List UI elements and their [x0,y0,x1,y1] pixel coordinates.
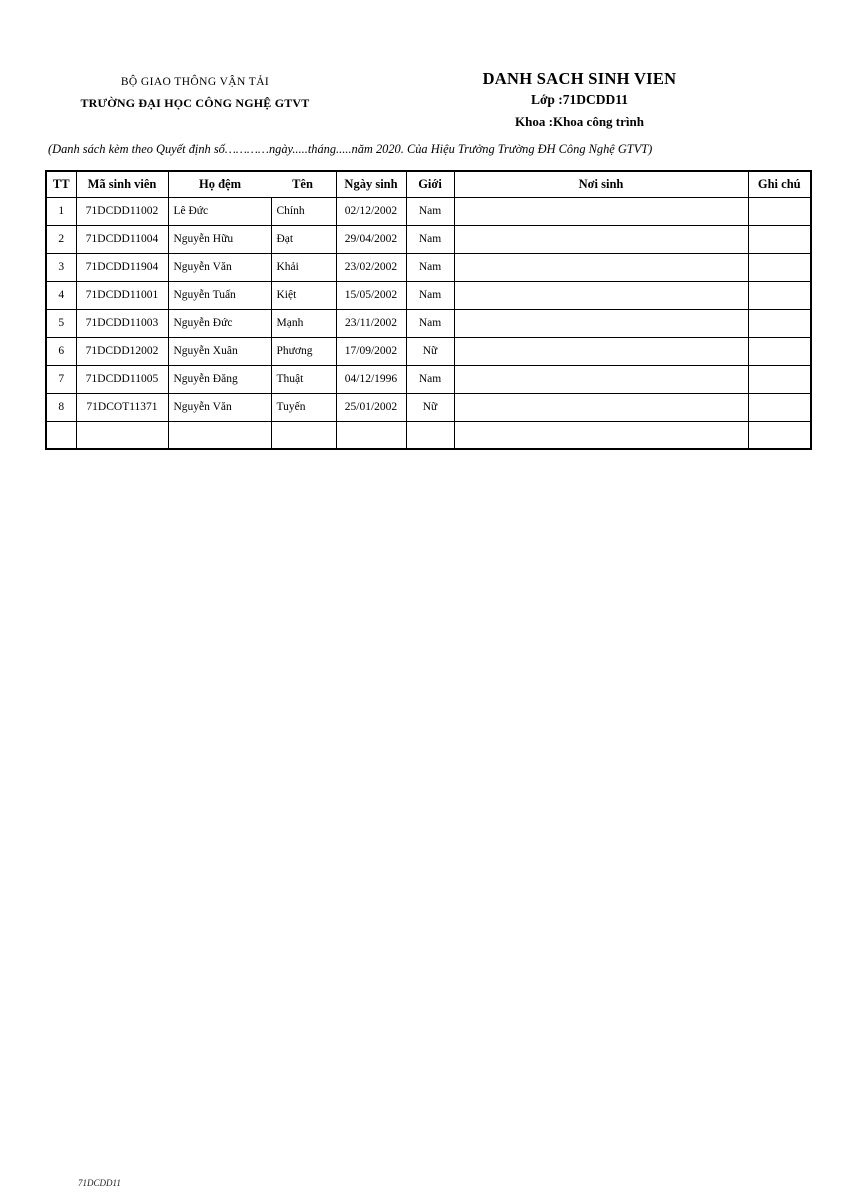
cell-dob: 29/04/2002 [336,225,406,253]
cell-tt: 5 [46,309,76,337]
table-row [46,281,811,309]
cell-last-name: Nguyễn Hữu [168,225,271,253]
cell-last-name: Nguyễn Đăng [168,365,271,393]
table-row [46,253,811,281]
page-footer: 71DCDD11 [78,1178,121,1188]
student-table [45,170,812,450]
cell-tt: 7 [46,365,76,393]
cell-birthplace [454,337,748,365]
cell-birthplace [454,253,748,281]
cell-student-id: 71DCDD11003 [76,309,168,337]
cell-first-name: Chính [271,197,336,225]
table-row [46,309,811,337]
cell-first-name: Khải [271,253,336,281]
table-header-row [46,171,811,197]
cell-first-name: Kiệt [271,281,336,309]
cell-gender [406,421,454,449]
cell-gender: Nữ [406,337,454,365]
cell-birthplace [454,309,748,337]
cell-gender: Nam [406,197,454,225]
cell-birthplace [454,225,748,253]
header-student-id: Mã sinh viên [76,171,168,197]
table-row [46,365,811,393]
cell-notes [748,253,811,281]
header-tt: TT [46,171,76,197]
cell-student-id: 71DCDD12002 [76,337,168,365]
cell-tt: 1 [46,197,76,225]
cell-student-id: 71DCDD11004 [76,225,168,253]
cell-first-name: Đạt [271,225,336,253]
cell-student-id: 71DCDD11005 [76,365,168,393]
header-last-name: Họ đệm [198,176,241,191]
cell-dob [336,421,406,449]
cell-student-id: 71DCDD11904 [76,253,168,281]
cell-student-id: 71DCOT11371 [76,393,168,421]
cell-gender: Nữ [406,393,454,421]
title-block [432,69,727,130]
cell-dob: 02/12/2002 [336,197,406,225]
cell-birthplace [454,393,748,421]
table-row [46,421,811,449]
class-line: Lớp :71DCDD11 [530,92,629,107]
cell-dob: 23/02/2002 [336,253,406,281]
cell-birthplace [454,421,748,449]
cell-last-name: Nguyễn Tuấn [168,281,271,309]
cell-gender: Nam [406,281,454,309]
cell-dob: 23/11/2002 [336,309,406,337]
cell-last-name: Lê Đức [168,197,271,225]
cell-tt: 3 [46,253,76,281]
cell-tt: 4 [46,281,76,309]
cell-student-id: 71DCDD11002 [76,197,168,225]
cell-notes [748,337,811,365]
cell-last-name [168,421,271,449]
cell-first-name: Phương [271,337,336,365]
cell-first-name: Tuyến [271,393,336,421]
cell-student-id: 71DCDD11001 [76,281,168,309]
cell-gender: Nam [406,253,454,281]
cell-notes [748,421,811,449]
cell-notes [748,197,811,225]
cell-student-id [76,421,168,449]
header-gender: Giới [406,171,454,197]
cell-tt: 6 [46,337,76,365]
cell-first-name [271,421,336,449]
cell-last-name: Nguyễn Văn [168,253,271,281]
decision-note: (Danh sách kèm theo Quyết định số…………ngày.....tháng.....năm 2020. Của Hiệu Trưởng Trường ĐH Công Nghệ GTVT) [48,142,653,156]
cell-notes [748,309,811,337]
header-birthplace: Nơi sinh [454,171,748,197]
table-row [46,197,811,225]
cell-notes [748,393,811,421]
cell-last-name: Nguyễn Xuân [168,337,271,365]
header-notes: Ghi chú [748,171,811,197]
table-row [46,337,811,365]
document-title: DANH SACH SINH VIEN [482,69,677,88]
cell-birthplace [454,365,748,393]
university-name: TRƯỜNG ĐẠI HỌC CÔNG NGHỆ GTVT [80,96,310,110]
cell-notes [748,225,811,253]
table-row [46,393,811,421]
cell-last-name: Nguyễn Đức [168,309,271,337]
cell-last-name: Nguyễn Văn [168,393,271,421]
cell-dob: 17/09/2002 [336,337,406,365]
cell-dob: 04/12/1996 [336,365,406,393]
cell-tt: 8 [46,393,76,421]
cell-first-name: Thuật [271,365,336,393]
cell-notes [748,365,811,393]
header-first-name: Tên [292,176,313,191]
cell-dob: 25/01/2002 [336,393,406,421]
header-dob: Ngày sinh [336,171,406,197]
cell-dob: 15/05/2002 [336,281,406,309]
cell-birthplace [454,197,748,225]
issuing-authority-block [55,76,335,111]
faculty-line: Khoa :Khoa công trình [515,114,644,129]
cell-gender: Nam [406,365,454,393]
cell-first-name: Mạnh [271,309,336,337]
cell-tt [46,421,76,449]
cell-gender: Nam [406,225,454,253]
cell-birthplace [454,281,748,309]
table-row [46,225,811,253]
cell-notes [748,281,811,309]
cell-gender: Nam [406,309,454,337]
cell-tt: 2 [46,225,76,253]
header-name-merged [168,171,336,197]
ministry-name: BỘ GIAO THÔNG VẬN TẢI [120,76,270,88]
